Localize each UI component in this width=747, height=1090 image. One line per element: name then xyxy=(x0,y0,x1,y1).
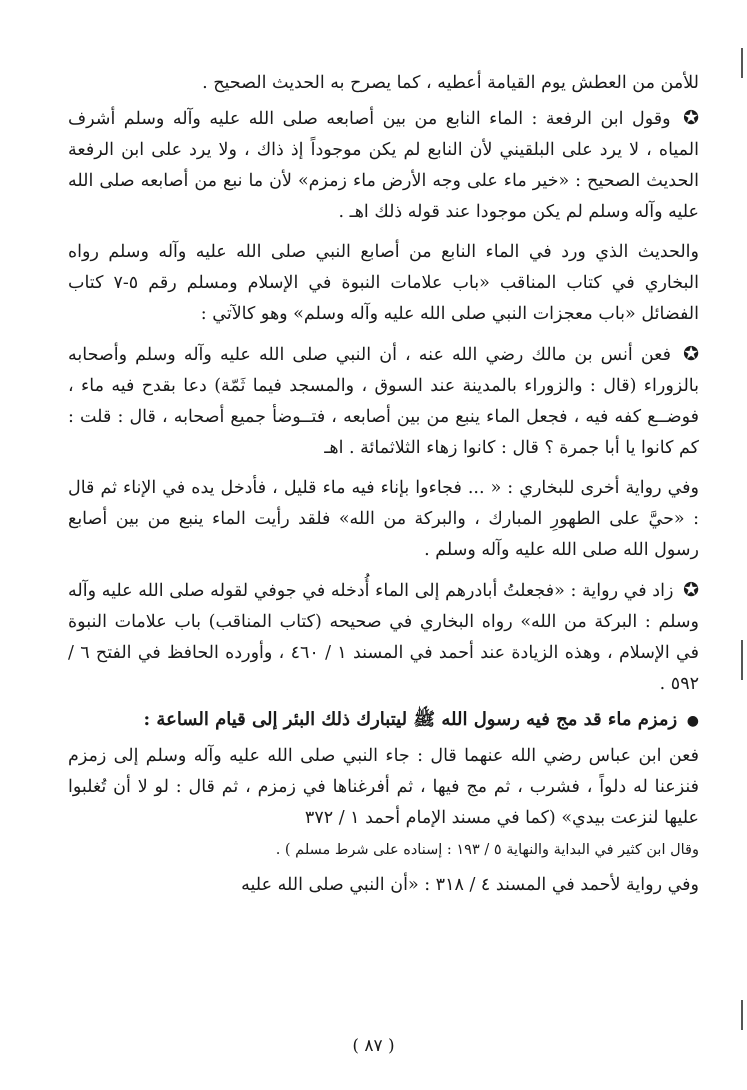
paragraph-2-text: وقول ابن الرفعة : الماء النابع من بين أصابعه صلى الله عليه وآله وسلم أشرف المياه ، لا يرد على البلقيني لأن النابع لم يكن موجوداً إذ ذاك ، ولا يرد على ابن الرفعة الحديث الصحيح : «خير ماء على وجه الأرض ماء زمزم» لأن ما نبع من أصابعه صلى الله عليه وآله وسلم لم يكن موجودا عند قوله ذلك اهـ . xyxy=(68,109,699,222)
paragraph-7-text: فعن ابن عباس رضي الله عنهما قال : جاء النبي صلى الله عليه وآله وسلم إلى زمزم فنزعنا له دلواً ، فشرب ، ثم مج فيها ، ثم أفرغناها في زمزم ، ثم قال : لو لا أن تُغلبوا عليها لنزعت بيدي» (كما في مسند الإمام أحمد ١ / ٣٧٢ xyxy=(68,746,699,828)
paragraph-8-text: وفي رواية لأحمد في المسند ٤ / ٣١٨ : «أن النبي صلى الله عليه xyxy=(241,875,699,895)
scan-edge-mark xyxy=(741,640,743,680)
paragraph-8 xyxy=(68,870,699,901)
paragraph-7 xyxy=(68,741,699,866)
paragraph-1-text: للأمن من العطش يوم القيامة أعطيه ، كما يصرح به الحديث الصحيح . xyxy=(202,73,699,93)
paragraph-7-citation: وقال ابن كثير في البداية والنهاية ٥ / ١٩٣ : إسناده على شرط مسلم ) . xyxy=(275,842,699,858)
paragraph-4 xyxy=(68,339,699,464)
paragraph-5-text: وفي رواية أخرى للبخاري : « ... فجاءوا بإناء فيه ماء قليل ، فأدخل يده في الإناء ثم قال : «حيَّ على الطهورِ المبارك ، والبركة من الله» فلقد رأيت الماء ينبع من بين أصابع رسول الله صلى الله عليه وآله وسلم . xyxy=(68,478,699,560)
page-body xyxy=(68,68,699,901)
paragraph-2 xyxy=(68,103,699,228)
paragraph-5 xyxy=(68,473,699,566)
scan-edge-mark xyxy=(741,48,743,78)
scan-edge-mark xyxy=(741,1000,743,1030)
paragraph-3-text: والحديث الذي ورد في الماء النابع من أصابع النبي صلى الله عليه وآله وسلم رواه البخاري في كتاب المناقب «باب علامات النبوة في الإسلام ومسلم رقم ٥-٧ كتاب الفضائل «باب معجزات النبي صلى الله عليه وآله وسلم» وهو كالآتي : xyxy=(68,242,700,324)
section-heading-text: زمزم ماء قد مج فيه رسول الله ﷺ ليتبارك ذلك البئر إلى قيام الساعة : xyxy=(143,709,678,730)
paragraph-4-text: فعن أنس بن مالك رضي الله عنه ، أن النبي صلى الله عليه وآله وسلم وأصحابه بالزوراء (قال : والزوراء بالمدينة عند السوق ، والمسجد فيما ثَمّة) دعا بقدح فيه ماء ، فوضــع كفه فيه ، فجعل الماء ينبع من بين أصابعه ، فتــوضأ جميع أصحابه ، قال : قلت : كم كانوا يا أبا جمرة ؟ قال : كانوا زهاء الثلاثمائة . اهـ xyxy=(68,345,699,458)
page-number: ( ٨٧ ) xyxy=(352,1036,395,1056)
paragraph-6-text: زاد في رواية : «فجعلتُ أبادرهم إلى الماء أُدخله في جوفي لقوله صلى الله عليه وآله وسلم : البركة من الله» رواه البخاري في صحيحه (كتاب المناقب) باب علامات النبوة في الإسلام ، وهذه الزيادة عند أحمد في المسند ١ / ٤٦٠ ، وأورده الحافظ في الفتح ٦ / ٥٩٢ . xyxy=(68,581,700,694)
paragraph-3 xyxy=(68,237,699,330)
star-marker-icon: ✪ xyxy=(683,343,699,365)
paragraph-1 xyxy=(68,68,699,99)
star-marker-icon: ✪ xyxy=(683,579,699,601)
bullet-dot-icon: ● xyxy=(686,713,699,729)
section-heading xyxy=(68,704,699,737)
star-marker-icon: ✪ xyxy=(683,107,699,129)
paragraph-6 xyxy=(68,575,699,700)
